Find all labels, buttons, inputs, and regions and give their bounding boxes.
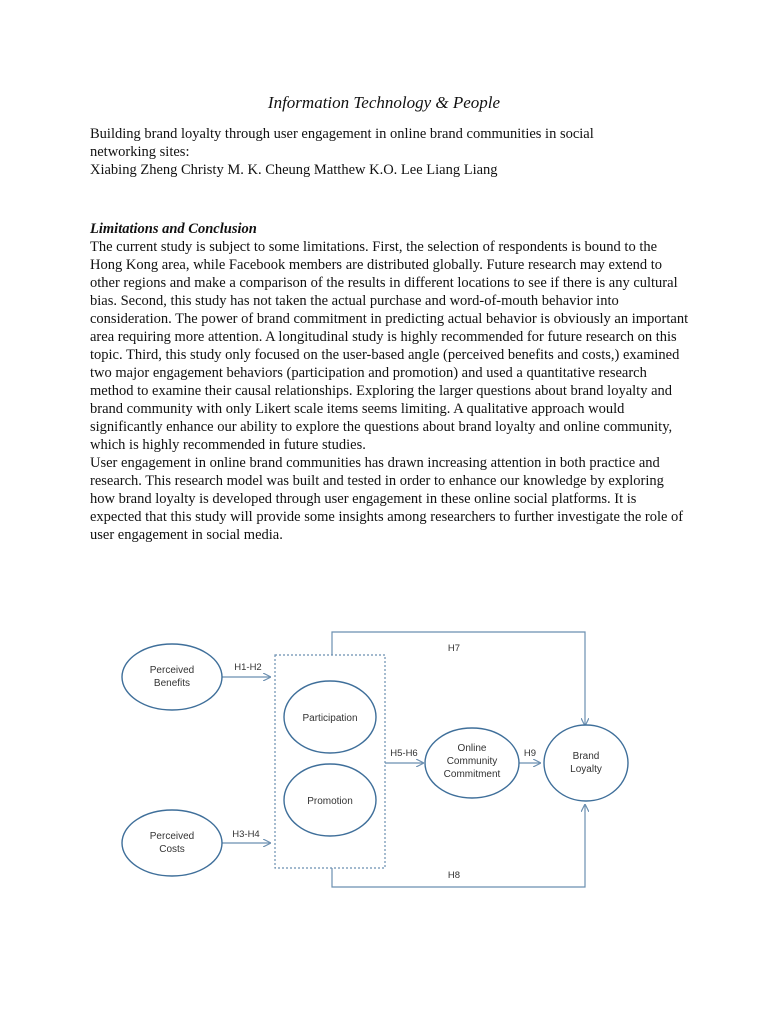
article-header (90, 125, 690, 179)
label-perceived-benefits-2: Benefits (153, 678, 191, 689)
node-brand-loyalty (544, 725, 628, 801)
article-title-line2: networking sites: (90, 144, 190, 160)
label-brand-loyalty-1: Brand (572, 751, 600, 762)
research-model-diagram (100, 600, 660, 900)
label-h5-h6: H5-H6 (390, 748, 418, 759)
label-h3-h4: H3-H4 (232, 829, 260, 840)
label-perceived-benefits-1: Perceived (149, 665, 195, 676)
label-h1-h2: H1-H2 (234, 662, 262, 673)
paragraph-conclusion: User engagement in online brand communities has drawn increasing attention in both practice and research. This research model was built and tested in order to enhance our knowledge by exploring how brand loyalty is developed through user engagement in these online social platforms. It is expected that this study will provide some insights among researchers to further investigate the role of user engagement in social media. (90, 455, 684, 543)
label-perceived-costs-1: Perceived (149, 831, 195, 842)
research-model-figure (100, 600, 660, 900)
section-body (90, 238, 690, 544)
node-perceived-benefits (122, 644, 222, 710)
label-h8: H8 (447, 870, 461, 881)
label-brand-loyalty-2: Loyalty (570, 764, 602, 775)
paragraph-limitations: The current study is subject to some limitations. First, the selection of respondents is bound to the Hong Kong area, while Facebook members are distributed globally. Future research may extend to other regions and make a comparison of the results in different locations to see if there is any cultural bias. Second, this study has not taken the actual purchase and word-of-mouth behavior into consideration. The power of brand commitment in predicting actual behavior is obviously an important area requiring more attention. A longitudinal study is highly recommended for future research on this topic. Third, this study only focused on the user-based angle (perceived benefits and costs,) examined two major engagement behaviors (participation and promotion) and used a quantitative research method to examine their causal relationships. Exploring the larger questions about brand loyalty and brand community with only Likert scale items seems limiting. A qualitative approach would significantly enhance our ability to explore the questions about brand loyalty and online community, which is highly recommended in future studies. (90, 239, 689, 453)
node-perceived-costs (122, 810, 222, 876)
label-participation: Participation (302, 713, 358, 724)
label-occ-2: Community (446, 756, 498, 767)
label-occ-1: Online (457, 743, 487, 754)
label-perceived-costs-2: Costs (159, 844, 185, 855)
label-h7: H7 (447, 643, 461, 654)
journal-title: Information Technology & People (267, 93, 501, 112)
article-title-line1: Building brand loyalty through user engagement in online brand communities in social (90, 126, 594, 142)
label-promotion: Promotion (307, 796, 353, 807)
label-h9: H9 (523, 748, 537, 759)
section-heading: Limitations and Conclusion (90, 221, 257, 237)
label-occ-3: Commitment (443, 769, 501, 780)
article-authors: Xiabing Zheng Christy M. K. Cheung Matthew K.O. Lee Liang Liang (90, 162, 498, 178)
